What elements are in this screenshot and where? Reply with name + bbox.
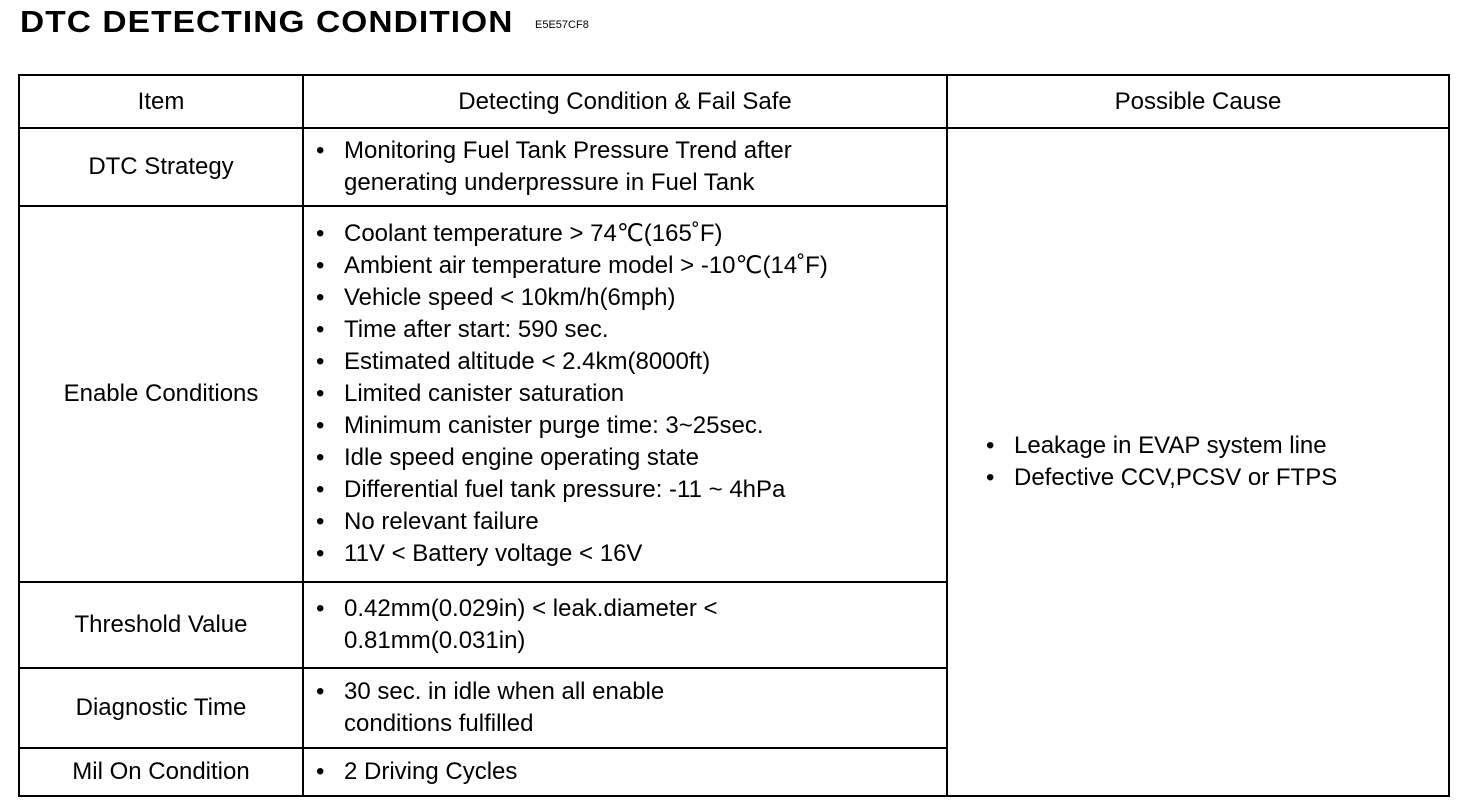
condition-item: • Idle speed engine operating state [344, 442, 946, 474]
condition-list [304, 676, 946, 740]
document-code: E5E57CF8 [535, 19, 589, 31]
table-header-row [19, 75, 1449, 128]
condition-item: • Estimated altitude < 2.4km(8000ft) [344, 346, 946, 378]
condition-item: • Limited canister saturation [344, 378, 946, 410]
condition-item: • 2 Driving Cycles [344, 756, 946, 788]
table-row [19, 128, 1449, 206]
condition-item: • Vehicle speed < 10km/h(6mph) [344, 282, 946, 314]
item-cell: Diagnostic Time [19, 668, 303, 748]
condition-item: • 30 sec. in idle when all enable conditions fulfilled [344, 676, 774, 740]
cause-item: • Leakage in EVAP system line [1014, 430, 1448, 462]
possible-cause-cell [947, 128, 1449, 796]
item-cell: Threshold Value [19, 582, 303, 668]
cause-item: • Defective CCV,PCSV or FTPS [1014, 462, 1448, 494]
condition-item: • Differential fuel tank pressure: -11 ~ 4hPa [344, 474, 946, 506]
condition-list [304, 218, 946, 570]
column-header-cause: Possible Cause [947, 75, 1449, 128]
condition-item: • Coolant temperature > 74℃(165˚F) [344, 218, 946, 250]
condition-list [304, 593, 946, 657]
dtc-condition-table [18, 74, 1450, 797]
item-cell: Enable Conditions [19, 206, 303, 582]
condition-list [304, 756, 946, 788]
column-header-condition: Detecting Condition & Fail Safe [303, 75, 947, 128]
condition-item: • Minimum canister purge time: 3~25sec. [344, 410, 946, 442]
condition-list [304, 135, 946, 199]
item-cell: DTC Strategy [19, 128, 303, 206]
condition-cell [303, 128, 947, 206]
page-title: DTC DETECTING CONDITION [20, 4, 514, 39]
item-cell: Mil On Condition [19, 748, 303, 796]
column-header-item: Item [19, 75, 303, 128]
condition-item: • 11V < Battery voltage < 16V [344, 538, 946, 570]
condition-cell [303, 206, 947, 582]
condition-item: • Time after start: 590 sec. [344, 314, 946, 346]
condition-item: • 0.42mm(0.029in) < leak.diameter < 0.81mm(0.031in) [344, 593, 824, 657]
condition-cell [303, 668, 947, 748]
condition-cell [303, 748, 947, 796]
cause-list [948, 430, 1448, 494]
title-row [20, 4, 589, 44]
condition-cell [303, 582, 947, 668]
condition-item: • No relevant failure [344, 506, 946, 538]
condition-item: • Monitoring Fuel Tank Pressure Trend after generating underpressure in Fuel Tank [344, 135, 864, 199]
condition-item: • Ambient air temperature model > -10℃(14˚F) [344, 250, 946, 282]
